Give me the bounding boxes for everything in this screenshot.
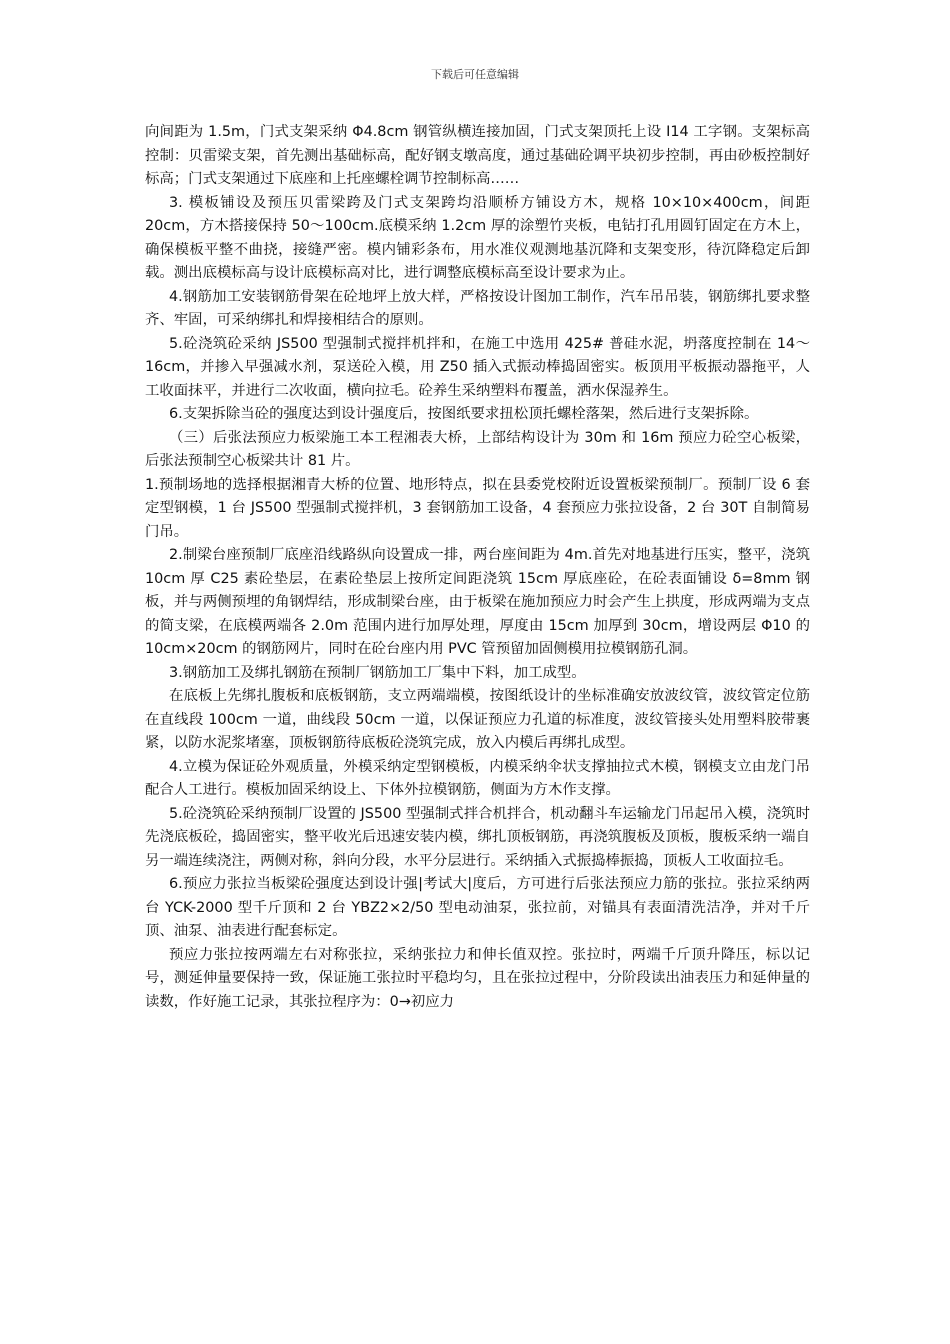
paragraph: 2.制梁台座预制厂底座沿线路纵向设置成一排，两台座间距为 4m.首先对地基进行压实，整平，浇筑 10cm 厚 C25 素砼垫层，在素砼垫层上按所定间距浇筑 15cm 厚底座砼，在砼表面铺设 δ=8mm 钢板，并与两侧预埋的角钢焊结，形成制梁台座，由于板梁在施加预应力时会产生上拱度，形成两端为支点的简支梁，在底模两端各 2.0m 范围内进行加厚处理，厚度由 15cm 加厚到 30cm，增设两层 Φ10 的 10cm×20cm 的钢筋网片，同时在砼台座内用 PVC 管预留加固侧模用拉模钢筋孔洞。 (145, 547, 810, 657)
page-header: 下载后可任意编辑 (431, 68, 519, 81)
paragraph: 6.支架拆除当砼的强度达到设计强度后，按图纸要求扭松顶托螺栓落架，然后进行支架拆除。 (169, 406, 759, 422)
paragraph: 6.预应力张拉当板梁砼强度达到设计强|考试大|度后，方可进行后张法预应力筋的张拉。张拉采纳两台 YCK-2000 型千斤顶和 2 台 YBZ2×2/50 型电动油泵，张拉前，对锚具有表面清洗洁净，并对千斤顶、油泵、油表进行配套标定。 (145, 876, 810, 939)
paragraph: 4.钢筋加工安装钢筋骨架在砼地坪上放大样，严格按设计图加工制作，汽车吊吊装，钢筋绑扎要求整齐、牢固，可采纳绑扎和焊接相结合的原则。 (145, 288, 810, 328)
paragraph: 5.砼浇筑砼采纳 JS500 型强制式搅拌机拌和，在施工中选用 425# 普硅水泥，坍落度控制在 14～16cm，并掺入早强减水剂，泵送砼入模，用 Z50 插入式振动棒捣固密实。板顶用平板振动器拖平，人工收面抹平，并进行二次收面，横向拉毛。砼养生采纳塑料布覆盖，洒水保湿养生。 (145, 335, 810, 399)
paragraph: 1.预制场地的选择根据湘青大桥的位置、地形特点，拟在县委党校附近设置板梁预制厂。预制厂设 6 套定型钢模，1 台 JS500 型强制式搅拌机，3 套钢筋加工设备，4 套预应力张拉设备，2 台 30T 自制简易门吊。 (145, 476, 810, 540)
paragraph: 5.砼浇筑砼采纳预制厂设置的 JS500 型强制式拌合机拌合，机动翻斗车运输龙门吊起吊入模，浇筑时先浇底板砼，捣固密实，整平收光后迅速安装内模，绑扎顶板钢筋，再浇筑腹板及顶板，腹板采纳一端自另一端连续浇注，两侧对称，斜向分段，水平分层进行。采纳插入式振捣棒振捣，顶板人工收面拉毛。 (145, 805, 810, 869)
paragraph: 4.立模为保证砼外观质量，外模采纳定型钢模板，内模采纳伞状支撑抽拉式木模，钢模支立由龙门吊配合人工进行。模板加固采纳设上、下体外拉模钢筋，侧面为方木作支撑。 (145, 758, 810, 798)
paragraph: 3.钢筋加工及绑扎钢筋在预制厂钢筋加工厂集中下料，加工成型。 (169, 664, 586, 681)
paragraph: 预应力张拉按两端左右对称张拉，采纳张拉力和伸长值双控。张拉时，两端千斤顶升降压，标以记号，测延伸量要保持一致，保证施工张拉时平稳均匀，且在张拉过程中，分阶段读出油表压力和延伸量的读数，作好施工记录，其张拉程序为：0→初应力 (145, 946, 810, 1010)
paragraph: （三）后张法预应力板梁施工本工程湘表大桥，上部结构设计为 30m 和 16m 预应力砼空心板梁，后张法预制空心板梁共计 81 片。 (145, 429, 810, 469)
paragraph: 向间距为 1.5m，门式支架采纳 Φ4.8cm 钢管纵横连接加固，门式支架顶托上设 I14 工字钢。支架标高控制：贝雷梁支架，首先测出基础标高，配好钢支墩高度，通过基础砼调平块初步控制，再由砂板控制好标高；门式支架通过下底座和上托座螺栓调节控制标高…… (145, 124, 810, 187)
paragraph: 在底板上先绑扎腹板和底板钢筋，支立两端端模，按图纸设计的坐标准确安放波纹管，波纹管定位筋在直线段 100cm 一道，曲线段 50cm 一道，以保证预应力孔道的标准度，波纹管接头处用塑料胶带裹紧，以防水泥浆堵塞，顶板钢筋待底板砼浇筑完成，放入内模后再绑扎成型。 (145, 688, 810, 751)
document-body (145, 121, 810, 1014)
paragraph: 3. 模板铺设及预压贝雷梁跨及门式支架跨均沿顺桥方铺设方木，规格 10×10×400cm，间距 20cm，方木搭接保持 50～100cm.底模采纳 1.2cm 厚的涂塑竹夹板，电钻打孔用圆钉固定在方木上，确保模板平整不曲挠，接缝严密。模内铺彩条布，用水准仪观测地基沉降和支架变形，待沉降稳定后卸载。测出底模标高与设计底模标高对比，进行调整底模标高至设计要求为止。 (145, 194, 810, 281)
